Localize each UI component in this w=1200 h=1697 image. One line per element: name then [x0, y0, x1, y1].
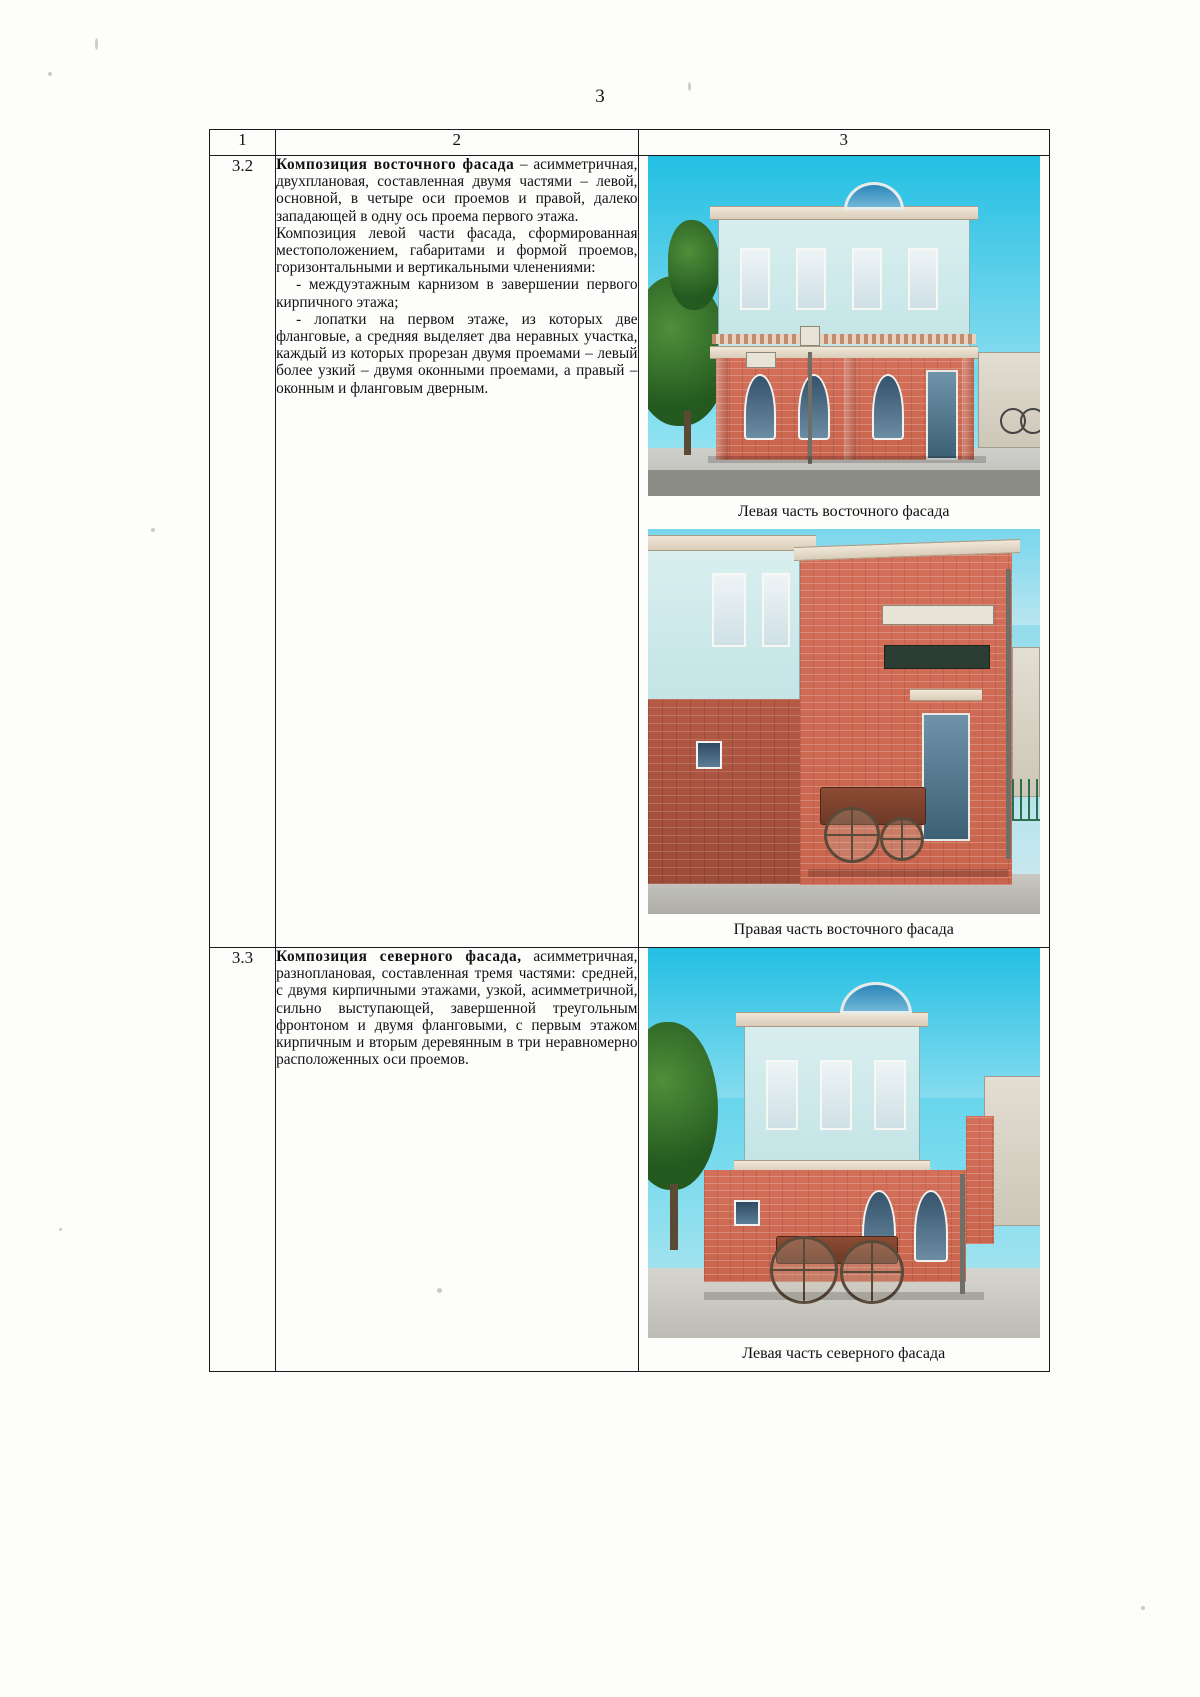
window-second-floor	[796, 248, 826, 310]
scan-speck	[95, 38, 98, 50]
table-row	[210, 948, 1050, 1372]
row-text-3-2	[276, 156, 638, 948]
bicycle-wheel	[1020, 408, 1040, 434]
road-sign	[800, 326, 820, 346]
tree-trunk	[670, 1184, 678, 1250]
facade-description-table	[209, 129, 1050, 1372]
scan-speck	[1141, 1606, 1145, 1610]
small-window	[696, 741, 722, 769]
pilaster	[716, 358, 728, 460]
tree-trunk	[684, 411, 691, 455]
entrance-door	[926, 370, 958, 460]
image-caption: Правая часть восточного фасада	[733, 921, 954, 938]
wall-plaque	[746, 352, 776, 368]
photo-east-facade-left	[648, 156, 1040, 496]
paragraph-rest: – асимметричная, двухплановая, составленная двумя частями – левой, основной, в четыре оси проемов и правой, далеко западающей в одну ось проема первого этажа.	[276, 156, 638, 225]
window-second-floor	[852, 248, 882, 310]
column-header-3: 3	[638, 130, 1050, 156]
facade-sign-light	[882, 605, 994, 625]
window-first-floor	[744, 374, 776, 440]
paragraph: - лопатки на первом этаже, из которых две фланговые, а средняя выделяет два неравных участка, каждый из которых прорезан двумя проемами – левый более узкий – двумя оконными проемами, а правый – оконным и фланговым дверным.	[276, 310, 638, 397]
column-header-2: 2	[276, 130, 638, 156]
image-caption: Левая часть восточного фасада	[738, 503, 950, 520]
row-text-3-3	[276, 948, 638, 1372]
dentil-frieze	[712, 334, 976, 344]
row-index-3-3: 3.3	[210, 948, 276, 1372]
door-cornice	[910, 689, 982, 701]
background-building	[1012, 647, 1040, 797]
paragraph-rest: асимметричная, разноплановая, составленная тремя частями: средней, с двумя кирпичными этажами, узкой, асимметричной, сильно выступающей, завершенной треугольным фронтоном и двумя фланговыми, с первым этажом кирпичным и вторым деревянным в три неравномерно расположенных оси проемов.	[276, 948, 638, 1069]
column-header-1: 1	[210, 130, 276, 156]
window-second-floor	[712, 573, 746, 647]
window-second-floor	[766, 1060, 798, 1130]
scan-speck	[59, 1228, 62, 1231]
small-window	[734, 1200, 760, 1226]
road	[648, 470, 1040, 496]
cart-wheel	[824, 807, 880, 863]
photo-east-facade-right	[648, 529, 1040, 914]
window-second-floor	[820, 1060, 852, 1130]
roof-cornice	[648, 535, 816, 551]
image-caption: Левая часть северного фасада	[742, 1345, 946, 1362]
ground-shadow	[704, 1292, 984, 1300]
window-second-floor	[740, 248, 770, 310]
cart-wheel	[880, 817, 924, 861]
adjacent-wall	[966, 1116, 994, 1244]
wall-base-shadow	[708, 456, 986, 463]
row-images-3-3	[638, 948, 1050, 1372]
scan-speck	[48, 72, 52, 76]
paragraph: Композиция левой части фасада, сформированная местоположением, габаритами и формой проемов, горизонтальными и вертикальными членениями:	[276, 224, 638, 277]
table-header-row	[210, 130, 1050, 156]
recessed-brick-wall	[648, 699, 806, 884]
pilaster	[962, 358, 974, 460]
window-second-floor	[874, 1060, 906, 1130]
window-first-floor	[798, 374, 830, 440]
window-second-floor	[908, 248, 938, 310]
street-pole	[808, 352, 812, 464]
window-first-floor	[914, 1190, 948, 1262]
tree	[668, 220, 720, 310]
row-index-3-2: 3.2	[210, 156, 276, 948]
scan-speck	[151, 528, 155, 532]
table-row	[210, 156, 1050, 948]
photo-north-facade-left	[648, 948, 1040, 1338]
bold-lead: Композиция северного фасада,	[276, 948, 522, 965]
window-first-floor	[872, 374, 904, 440]
page-number: 3	[595, 86, 605, 107]
facade-sign-dark	[884, 645, 990, 669]
downpipe	[960, 1174, 965, 1294]
entrance-door	[922, 713, 970, 841]
ground-shadow	[808, 869, 1008, 877]
fence	[1012, 779, 1040, 821]
row-images-3-2	[638, 156, 1050, 948]
paragraph	[276, 156, 637, 225]
window-second-floor	[762, 573, 790, 647]
pilaster	[844, 358, 856, 460]
downpipe	[1006, 569, 1011, 859]
roof-cornice	[736, 1012, 928, 1027]
paragraph	[276, 948, 637, 1068]
paragraph: - междуэтажным карнизом в завершении первого кирпичного этажа;	[276, 276, 638, 311]
bold-lead: Композиция восточного фасада	[276, 156, 515, 173]
